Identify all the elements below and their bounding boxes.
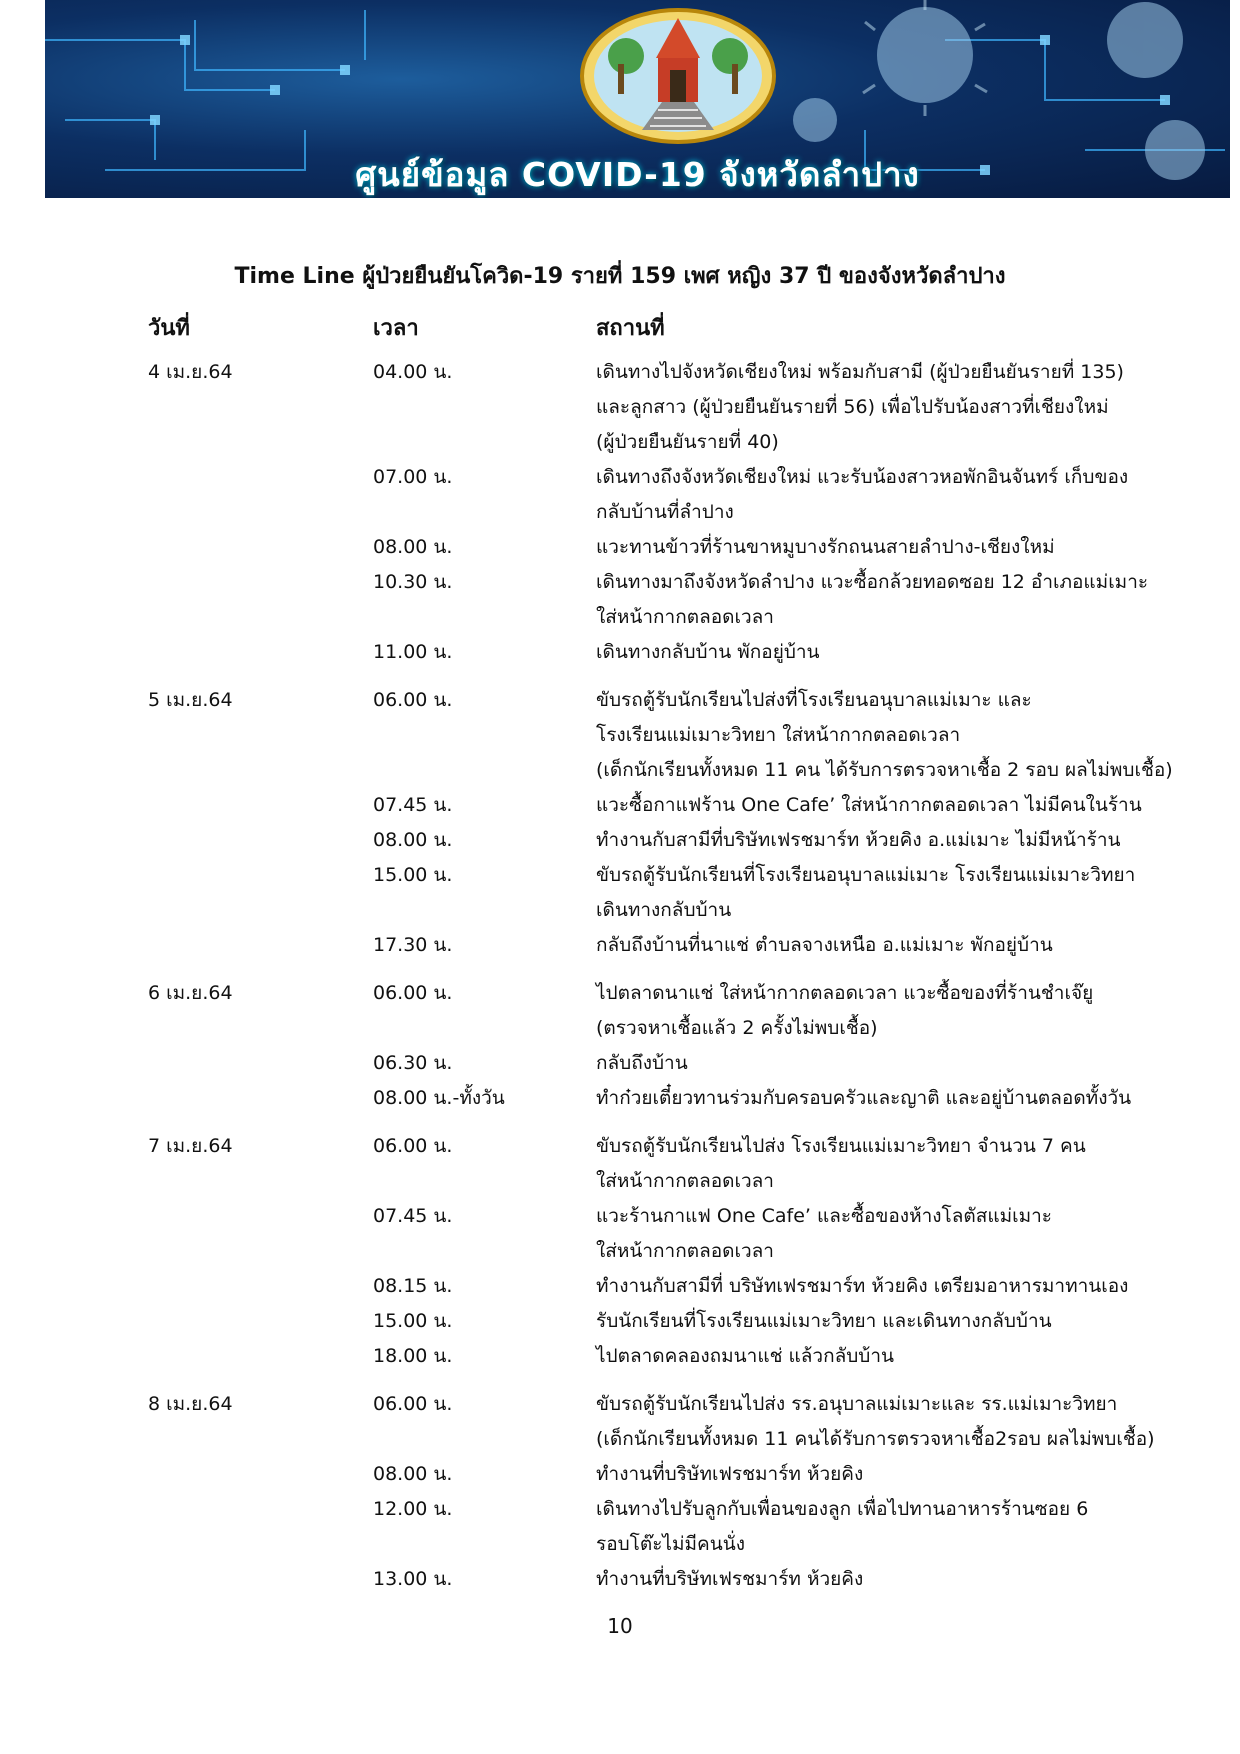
timeline-time: 08.15 น. bbox=[373, 1275, 453, 1297]
timeline-time: 07.00 น. bbox=[373, 466, 453, 488]
timeline-place-line: กลับถึงบ้าน bbox=[596, 1052, 688, 1074]
timeline-place-line: ใส่หน้ากากตลอดเวลา bbox=[596, 1170, 774, 1192]
column-header-time: เวลา bbox=[373, 316, 419, 341]
timeline-time: 06.00 น. bbox=[373, 1135, 453, 1157]
timeline-place-line: ขับรถตู้รับนักเรียนไปส่งที่โรงเรียนอนุบาลแม่เมาะ และ bbox=[596, 689, 1032, 711]
timeline-time: 08.00 น. bbox=[373, 829, 453, 851]
timeline-place-line: (ตรวจหาเชื้อแล้ว 2 ครั้งไม่พบเชื้อ) bbox=[596, 1017, 878, 1039]
timeline-time: 18.00 น. bbox=[373, 1345, 453, 1367]
timeline-date: 8 เม.ย.64 bbox=[148, 1393, 233, 1415]
timeline-time: 06.00 น. bbox=[373, 982, 453, 1004]
timeline-time: 11.00 น. bbox=[373, 641, 453, 663]
timeline-place-line: และลูกสาว (ผู้ป่วยยืนยันรายที่ 56) เพื่อไปรับน้องสาวที่เชียงใหม่ bbox=[596, 396, 1109, 418]
timeline-place-line: เดินทางกลับบ้าน bbox=[596, 899, 732, 921]
timeline-time: 15.00 น. bbox=[373, 864, 453, 886]
timeline-time: 10.30 น. bbox=[373, 571, 453, 593]
timeline-place-line: เดินทางกลับบ้าน พักอยู่บ้าน bbox=[596, 641, 820, 663]
timeline-place-line: ขับรถตู้รับนักเรียนไปส่ง รร.อนุบาลแม่เมาะและ รร.แม่เมาะวิทยา bbox=[596, 1393, 1118, 1415]
timeline-place-line: แวะร้านกาแฟ One Cafe’ และซื้อของห้างโลตัสแม่เมาะ bbox=[596, 1205, 1052, 1227]
timeline-time: 06.00 น. bbox=[373, 689, 453, 711]
timeline-time: 17.30 น. bbox=[373, 934, 453, 956]
timeline-place-line: เดินทางไปรับลูกกับเพื่อนของลูก เพื่อไปทานอาหารร้านซอย 6 bbox=[596, 1498, 1089, 1520]
timeline-place-line: ทำงานกับสามีที่ บริษัทเฟรชมาร์ท ห้วยคิง เตรียมอาหารมาทานเอง bbox=[596, 1275, 1129, 1297]
timeline-time: 12.00 น. bbox=[373, 1498, 453, 1520]
timeline-place-line: ไปตลาดนาแช่ ใส่หน้ากากตลอดเวลา แวะซื้อของที่ร้านชำเจ๊ยู bbox=[596, 982, 1094, 1004]
page-number: 10 bbox=[607, 1614, 633, 1638]
timeline-date: 6 เม.ย.64 bbox=[148, 982, 233, 1004]
timeline-place-line: เดินทางถึงจังหวัดเชียงใหม่ แวะรับน้องสาวหอพักอินจันทร์ เก็บของ bbox=[596, 466, 1129, 488]
timeline-time: 08.00 น. bbox=[373, 1463, 453, 1485]
timeline-time: 15.00 น. bbox=[373, 1310, 453, 1332]
timeline-place-line: ไปตลาดคลองถมนาแช่ แล้วกลับบ้าน bbox=[596, 1345, 894, 1367]
timeline-place-line: ขับรถตู้รับนักเรียนที่โรงเรียนอนุบาลแม่เมาะ โรงเรียนแม่เมาะวิทยา bbox=[596, 864, 1136, 886]
timeline-place-line: ทำงานที่บริษัทเฟรชมาร์ท ห้วยคิง bbox=[596, 1463, 864, 1485]
timeline-time: 07.45 น. bbox=[373, 794, 453, 816]
timeline-date: 7 เม.ย.64 bbox=[148, 1135, 233, 1157]
timeline-place-line: รอบโต๊ะไม่มีคนนั่ง bbox=[596, 1533, 745, 1555]
timeline-place-line: แวะทานข้าวที่ร้านขาหมูบางรักถนนสายลำปาง-เชียงใหม่ bbox=[596, 536, 1055, 558]
timeline-place-line: เดินทางมาถึงจังหวัดลำปาง แวะซื้อกล้วยทอดซอย 12 อำเภอแม่เมาะ bbox=[596, 571, 1149, 593]
timeline-place-line: (ผู้ป่วยยืนยันรายที่ 40) bbox=[596, 431, 779, 453]
timeline-place-line: กลับบ้านที่ลำปาง bbox=[596, 501, 734, 523]
timeline-place-line: กลับถึงบ้านที่นาแช่ ตำบลจางเหนือ อ.แม่เมาะ พักอยู่บ้าน bbox=[596, 934, 1053, 956]
timeline-time: 06.00 น. bbox=[373, 1393, 453, 1415]
timeline-place-line: (เด็กนักเรียนทั้งหมด 11 คนได้รับการตรวจหาเชื้อ2รอบ ผลไม่พบเชื้อ) bbox=[596, 1428, 1155, 1450]
timeline-time: 13.00 น. bbox=[373, 1568, 453, 1590]
timeline-place-line: แวะซื้อกาแฟร้าน One Cafe’ ใส่หน้ากากตลอดเวลา ไม่มีคนในร้าน bbox=[596, 794, 1142, 816]
timeline-place-line: โรงเรียนแม่เมาะวิทยา ใส่หน้ากากตลอดเวลา bbox=[596, 724, 961, 746]
timeline-place-line: ทำงานที่บริษัทเฟรชมาร์ท ห้วยคิง bbox=[596, 1568, 864, 1590]
banner-title: ศูนย์ข้อมูล COVID-19 จังหวัดลำปาง bbox=[355, 155, 920, 194]
timeline-date: 5 เม.ย.64 bbox=[148, 689, 233, 711]
timeline-place-line: รับนักเรียนที่โรงเรียนแม่เมาะวิทยา และเดินทางกลับบ้าน bbox=[596, 1310, 1052, 1332]
timeline-place-line: เดินทางไปจังหวัดเชียงใหม่ พร้อมกับสามี (ผู้ป่วยยืนยันรายที่ 135) bbox=[596, 361, 1124, 383]
timeline-time: 08.00 น.-ทั้งวัน bbox=[373, 1087, 505, 1109]
timeline-place-line: ขับรถตู้รับนักเรียนไปส่ง โรงเรียนแม่เมาะวิทยา จำนวน 7 คน bbox=[596, 1135, 1086, 1157]
timeline-time: 04.00 น. bbox=[373, 361, 453, 383]
column-header-place: สถานที่ bbox=[596, 316, 665, 341]
timeline-time: 08.00 น. bbox=[373, 536, 453, 558]
timeline-place-line: ใส่หน้ากากตลอดเวลา bbox=[596, 1240, 774, 1262]
timeline-place-line: ทำก๋วยเตี๋ยวทานร่วมกับครอบครัวและญาติ และอยู่บ้านตลอดทั้งวัน bbox=[596, 1087, 1132, 1109]
column-header-date: วันที่ bbox=[148, 316, 190, 341]
timeline-place-line: ทำงานกับสามีที่บริษัทเฟรชมาร์ท ห้วยคิง อ.แม่เมาะ ไม่มีหน้าร้าน bbox=[596, 829, 1121, 851]
timeline-place-line: ใส่หน้ากากตลอดเวลา bbox=[596, 606, 774, 628]
timeline-date: 4 เม.ย.64 bbox=[148, 361, 233, 383]
timeline-time: 06.30 น. bbox=[373, 1052, 453, 1074]
document-title: Time Line ผู้ป่วยยืนยันโควิด-19 รายที่ 159 เพศ หญิง 37 ปี ของจังหวัดลำปาง bbox=[234, 264, 1006, 289]
timeline-time: 07.45 น. bbox=[373, 1205, 453, 1227]
timeline-place-line: (เด็กนักเรียนทั้งหมด 11 คน ได้รับการตรวจหาเชื้อ 2 รอบ ผลไม่พบเชื้อ) bbox=[596, 759, 1173, 781]
